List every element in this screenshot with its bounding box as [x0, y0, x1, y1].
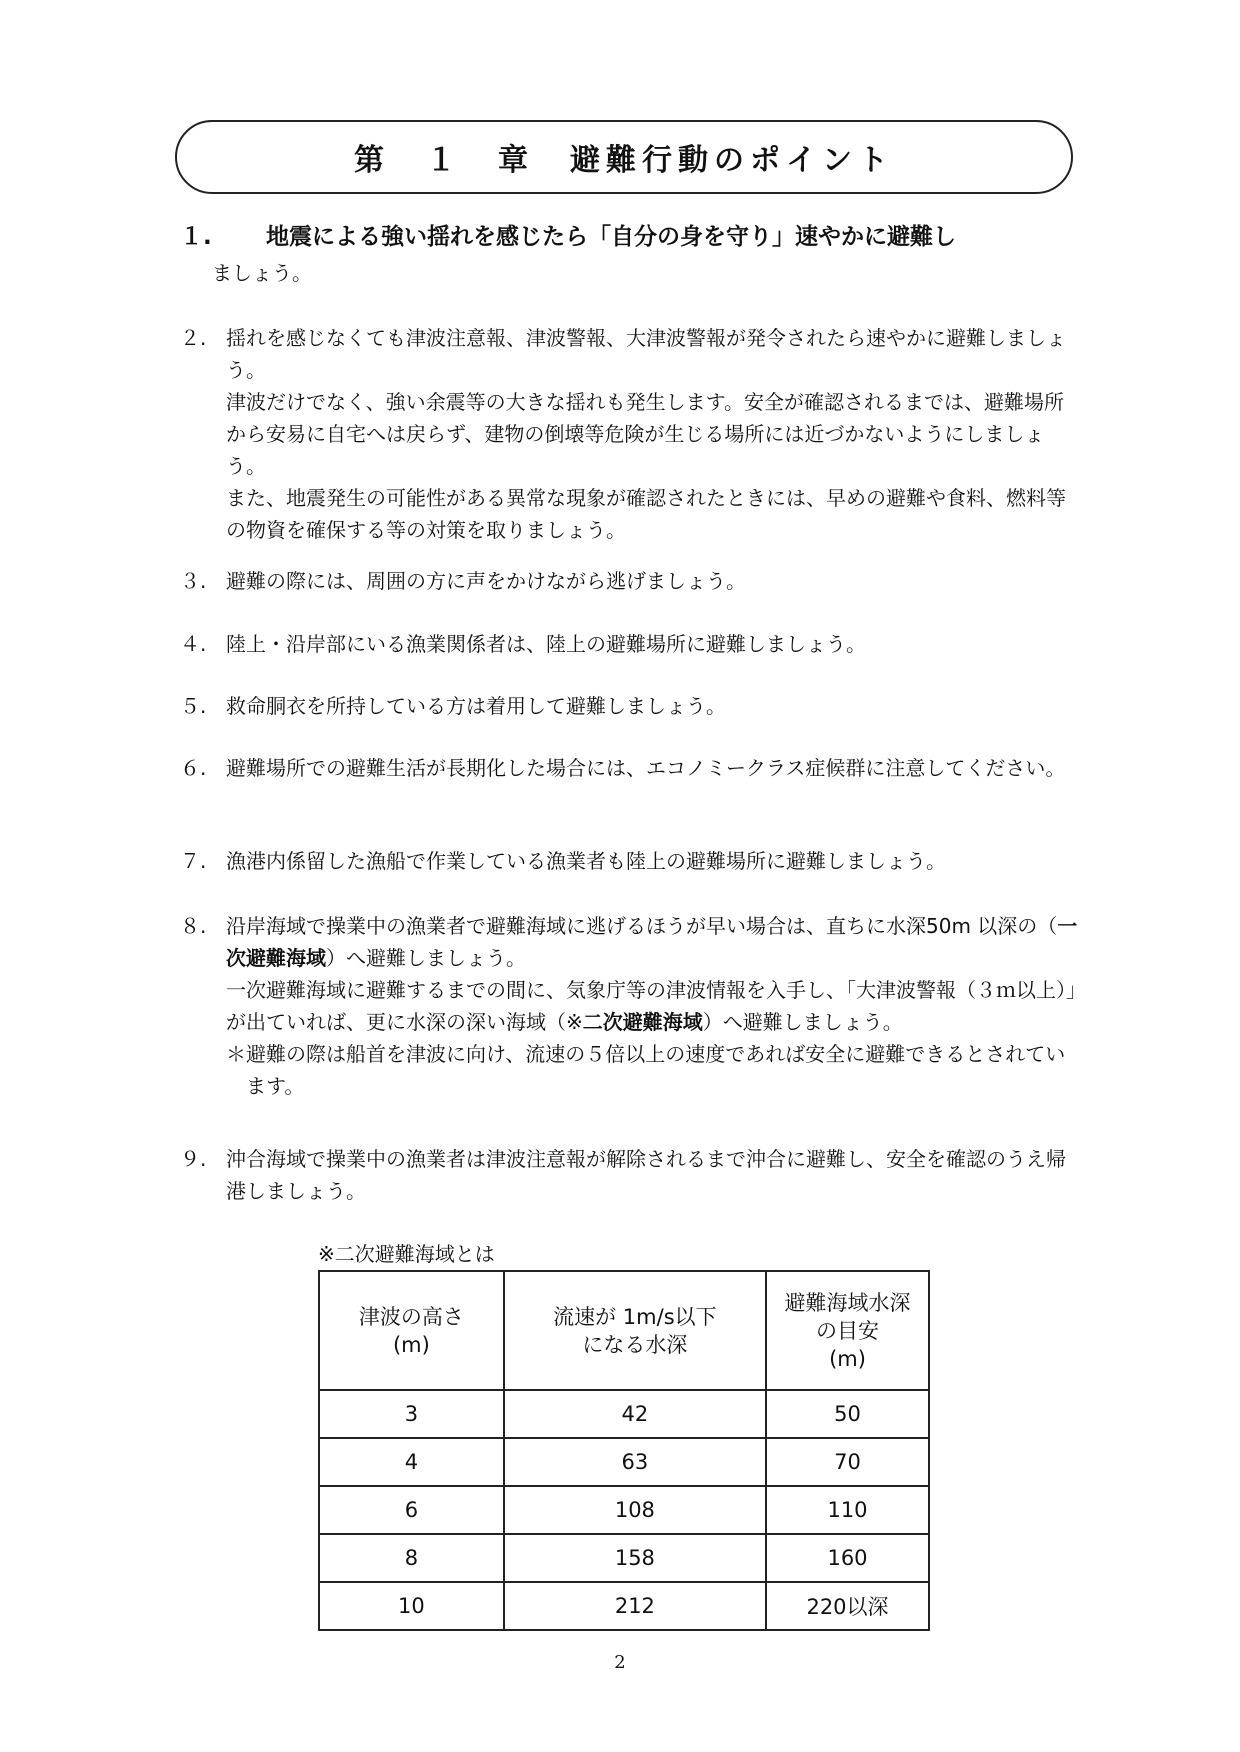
item-number: ５.	[180, 694, 207, 718]
list-item-8	[180, 910, 1080, 1102]
list-item-9	[180, 1143, 1080, 1207]
table-cell: 10	[319, 1582, 504, 1630]
primary-evacuation-area-term: 一次避難海域	[226, 914, 1078, 970]
item-text: 沖合海域で操業中の漁業者は津波注意報が解除されるまで沖合に避難し、安全を確認のうえ帰港しましょう。	[226, 1147, 1066, 1203]
table-row	[319, 1486, 929, 1534]
column-header-depth-flow: 流速が 1m/s以下 になる水深	[504, 1271, 766, 1390]
table-cell: 110	[766, 1486, 929, 1534]
item-text-continued: ましょう。	[212, 261, 312, 285]
table-row	[319, 1438, 929, 1486]
list-item-3	[180, 565, 1080, 597]
page-number: 2	[614, 1652, 626, 1673]
table-cell: 8	[319, 1534, 504, 1582]
table-cell: 158	[504, 1534, 766, 1582]
item-text: 陸上・沿岸部にいる漁業関係者は、陸上の避難場所に避難しましょう。	[226, 632, 866, 656]
column-header-evacuation-depth: 避難海域水深 の目安 (m)	[766, 1271, 929, 1390]
item-text: 漁港内係留した漁船で作業している漁業者も陸上の避難場所に避難しましょう。	[226, 849, 946, 873]
item-number: ４.	[180, 632, 207, 656]
table-cell: 70	[766, 1438, 929, 1486]
item-number: １.	[180, 224, 212, 250]
table-caption: ※二次避難海域とは	[318, 1242, 495, 1266]
table-cell: 6	[319, 1486, 504, 1534]
item-paragraph: 揺れを感じなくても津波注意報、津波警報、大津波警報が発令されたら速やかに避難しましょう。	[226, 326, 1066, 382]
list-item-6	[180, 752, 1080, 784]
item-paragraph: 一次避難海域に避難するまでの間に、気象庁等の津波情報を入手し、「大津波警報（３ｍ以上）」が出ていれば、更に水深の深い海域（※二次避難海域）へ避難しましょう。	[226, 978, 1076, 1034]
chapter-header-box	[175, 120, 1073, 194]
list-item-1	[180, 220, 1080, 290]
table-cell: 108	[504, 1486, 766, 1534]
item-number: ７.	[180, 849, 207, 873]
item-text: 地震による強い揺れを感じたら「自分の身を守り」速やかに避難し	[266, 224, 956, 250]
item-paragraph: 沿岸海域で操業中の漁業者で避難海域に逃げるほうが早い場合は、直ちに水深50m 以深の（一次避難海域）へ避難しましょう。	[226, 914, 1078, 970]
table-cell: 4	[319, 1438, 504, 1486]
item-note: ＊避難の際は船首を津波に向け、流速の５倍以上の速度であれば安全に避難できるとされています。	[226, 1042, 1066, 1098]
item-paragraph: また、地震発生の可能性がある異常な現象が確認されたときには、早めの避難や食料、燃料等の物資を確保する等の対策を取りましょう。	[226, 486, 1066, 542]
table-row	[319, 1582, 929, 1630]
list-item-4	[180, 628, 1080, 660]
table-cell: 42	[504, 1390, 766, 1438]
table-header-row	[319, 1271, 929, 1390]
evacuation-depth-table	[318, 1270, 930, 1631]
list-item-2	[180, 322, 1080, 546]
item-paragraph: 津波だけでなく、強い余震等の大きな揺れも発生します。安全が確認されるまでは、避難場所から安易に自宅へは戻らず、建物の倒壊等危険が生じる場所には近づかないようにしましょう。	[226, 390, 1064, 478]
table-cell: 50	[766, 1390, 929, 1438]
table-cell: 160	[766, 1534, 929, 1582]
item-number: ９.	[180, 1147, 207, 1171]
secondary-evacuation-area-term: 二次避難海域	[582, 1010, 703, 1034]
table-row	[319, 1534, 929, 1582]
table-cell: 220以深	[766, 1582, 929, 1630]
item-text: 避難場所での避難生活が長期化した場合には、エコノミークラス症候群に注意してください。	[226, 756, 1066, 780]
item-number: ６.	[180, 756, 207, 780]
list-item-5	[180, 690, 1080, 722]
table-cell: 212	[504, 1582, 766, 1630]
column-header-tsunami-height: 津波の高さ (m)	[319, 1271, 504, 1390]
chapter-title: 第 １ 章 避難行動のポイント	[354, 143, 894, 178]
table-cell: 3	[319, 1390, 504, 1438]
table-cell: 63	[504, 1438, 766, 1486]
table-row	[319, 1390, 929, 1438]
item-text: 救命胴衣を所持している方は着用して避難しましょう。	[226, 694, 726, 718]
list-item-7	[180, 845, 1080, 877]
item-number: ３.	[180, 569, 207, 593]
item-number: ２.	[180, 326, 207, 350]
item-number: ８.	[180, 914, 207, 938]
item-text: 避難の際には、周囲の方に声をかけながら逃げましょう。	[226, 569, 746, 593]
